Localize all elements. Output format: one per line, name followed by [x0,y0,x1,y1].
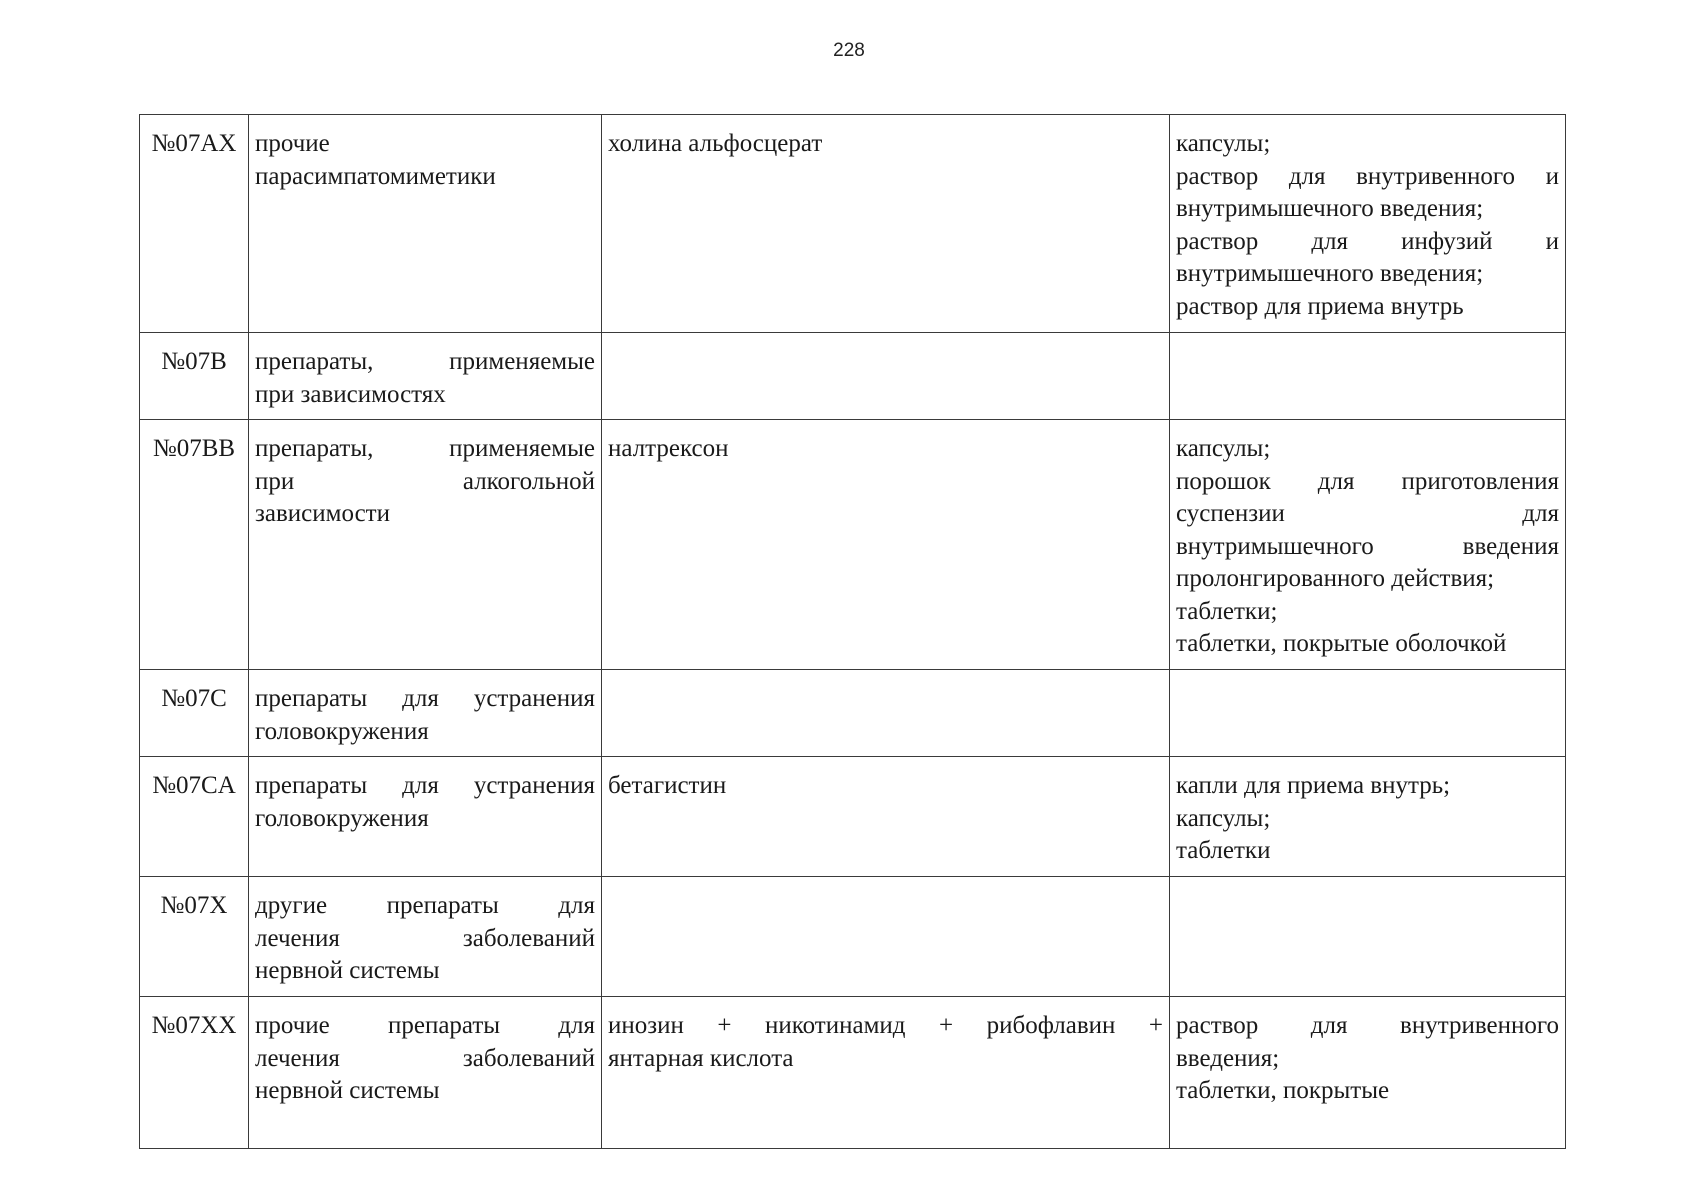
text-line: бетагистин [608,772,727,799]
text-line: введения; [1176,1044,1280,1072]
table-row [140,997,1566,1149]
table-row [140,670,1566,757]
dosage-forms [1170,670,1566,757]
dosage-forms [1170,420,1566,670]
dosage-forms [1170,115,1566,333]
page-number: 228 [833,40,865,61]
text-line: препараты для устранения [255,685,595,712]
group-name [249,997,602,1149]
text-line: другие препараты для [255,892,595,919]
atc-code: №07X [140,877,249,997]
text-line: нервной системы [255,957,440,984]
text-line: раствор для внутривенного и [1176,162,1559,190]
text-line: лечения заболеваний [255,924,595,952]
substance-name [602,115,1170,333]
table-row [140,115,1566,333]
text-line: инозин + никотинамид + рибофлавин + [608,1012,1163,1039]
text-line: таблетки [1176,837,1271,864]
group-name [249,670,602,757]
text-line: прочие [255,130,330,157]
dosage-forms [1170,877,1566,997]
text-line: раствор для приема внутрь [1176,292,1464,320]
text-line: капсулы; [1176,435,1271,462]
text-line: раствор для внутривенного [1176,1012,1559,1039]
text-line: внутримышечного введения; [1176,260,1484,287]
text-line: таблетки, покрытые оболочкой [1176,630,1507,657]
text-line: таблетки; [1176,597,1278,625]
table-row [140,333,1566,420]
group-name [249,333,602,420]
text-line: капсулы; [1176,130,1271,157]
text-line: при алкогольной [255,467,595,495]
text-line: холина альфосцерат [608,130,823,157]
table-row [140,757,1566,877]
substance-name [602,670,1170,757]
text-line: суспензии для [1176,500,1559,527]
group-name [249,115,602,333]
text-line: капли для приема внутрь; [1176,772,1451,799]
text-line: препараты для устранения [255,772,595,799]
text-line: таблетки, покрытые [1176,1077,1390,1104]
text-line: препараты, применяемые [255,348,595,375]
substance-name [602,877,1170,997]
atc-code: №07CA [140,757,249,877]
text-line: головокружения [255,717,429,745]
text-line: при зависимостях [255,380,446,408]
dosage-forms [1170,757,1566,877]
text-line: порошок для приготовления [1176,467,1559,495]
text-line: нервной системы [255,1077,440,1104]
atc-code: №07XX [140,997,249,1149]
text-line: прочие препараты для [255,1012,595,1039]
group-name [249,420,602,670]
atc-code: №07C [140,670,249,757]
text-line: лечения заболеваний [255,1044,595,1072]
table-row [140,877,1566,997]
substance-name [602,333,1170,420]
dosage-forms [1170,333,1566,420]
group-name [249,877,602,997]
atc-code: №07BB [140,420,249,670]
text-line: внутримышечного введения; [1176,195,1484,222]
substance-name [602,757,1170,877]
atc-code: №07AX [140,115,249,333]
text-line: препараты, применяемые [255,435,595,462]
atc-code: №07B [140,333,249,420]
group-name [249,757,602,877]
text-line: зависимости [255,500,390,527]
text-line: внутримышечного введения [1176,532,1559,560]
text-line: раствор для инфузий и [1176,227,1559,255]
dosage-forms [1170,997,1566,1149]
text-line: капсулы; [1176,804,1271,832]
text-line: парасимпатомиметики [255,162,496,190]
substance-name [602,997,1170,1149]
substance-name [602,420,1170,670]
text-line: налтрексон [608,435,729,462]
table-row [140,420,1566,670]
text-line: головокружения [255,804,429,832]
text-line: пролонгированного действия; [1176,565,1495,592]
drug-table [139,114,1566,1149]
text-line: янтарная кислота [608,1044,794,1072]
